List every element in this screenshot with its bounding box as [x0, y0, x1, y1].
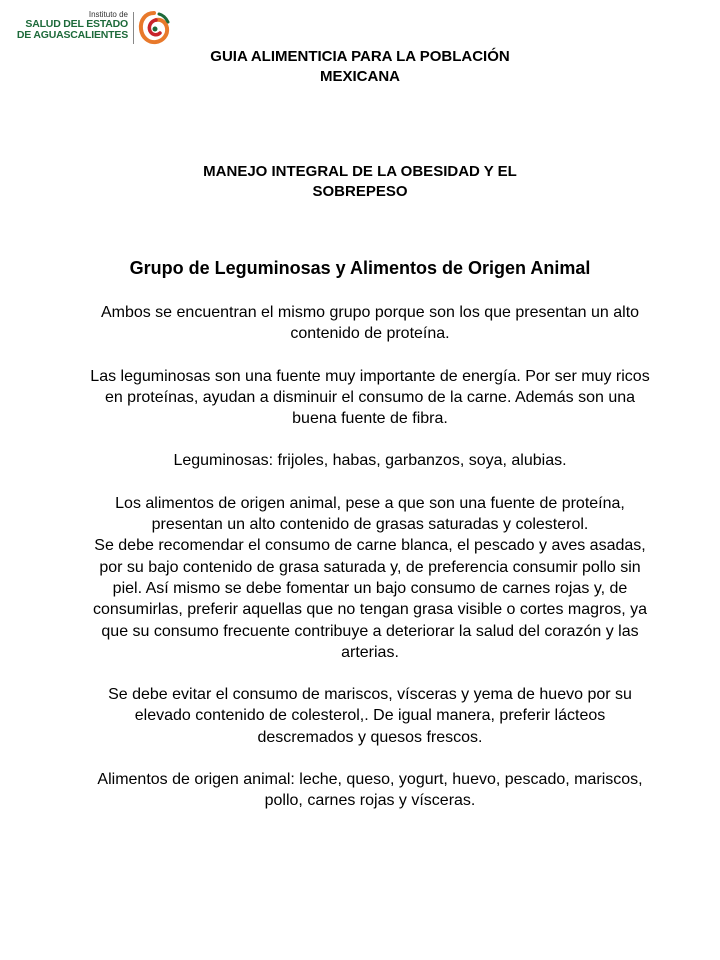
paragraph-meat-recommendation: Se debe recomendar el consumo de carne blanca, el pescado y aves asadas, por su bajo contenido de grasa saturada y, de preferencia consumir pollo sin piel. Así mismo se debe fomentar un bajo consumo de carnes rojas y, de consumirlas, preferir aquellas que no tengan grasa visible o cortes magros, ya que su consumo frecuente contribuye a deteriorar la salud del corazón y las arterias. — [92, 537, 648, 661]
paragraph-legumes-energy: Las leguminosas son una fuente muy importante de energía. Por ser muy ricos en proteínas, ayudan a disminuir el consumo de la carne. Además son una buena fuente de fibra. — [90, 367, 650, 428]
paragraph-avoid-cholesterol: Se debe evitar el consumo de mariscos, vísceras y yema de huevo por su elevado contenido de colesterol,. De igual manera, preferir lácteos descremados y quesos frescos. — [108, 686, 632, 746]
guide-subtitle — [0, 162, 720, 202]
section-body — [86, 302, 654, 812]
guide-subtitle-line-2: SOBREPESO — [312, 183, 408, 200]
paragraph-gap — [86, 429, 654, 450]
guide-title-line-2: MEXICANA — [319, 68, 400, 85]
paragraph-animal-fats: Los alimentos de origen animal, pese a que son una fuente de proteína, presentan un alto contenido de grasas saturadas y colesterol. — [115, 494, 625, 534]
logo-divider — [133, 12, 134, 44]
guide-subtitle-line-1: MANEJO INTEGRAL DE LA OBESIDAD Y EL — [203, 163, 517, 180]
institute-logo — [16, 10, 166, 46]
paragraph-gap — [86, 472, 654, 493]
paragraph-legumes-list: Leguminosas: frijoles, habas, garbanzos, soya, alubias. — [173, 452, 567, 470]
paragraph-gap — [86, 663, 654, 684]
paragraph-protein-intro: Ambos se encuentran el mismo grupo porque son los que presentan un alto contenido de proteína. — [100, 304, 640, 343]
swirl-emblem-icon — [137, 10, 171, 46]
logo-wordmark — [16, 10, 128, 41]
logo-line-2: DE AGUASCALIENTES — [16, 29, 128, 41]
paragraph-gap — [86, 345, 654, 366]
paragraph-animal-foods-list: Alimentos de origen animal: leche, queso, yogurt, huevo, pescado, mariscos, pollo, carnes rojas y vísceras. — [97, 771, 643, 810]
guide-title — [0, 47, 720, 87]
logo-line-small: Instituto de — [88, 10, 128, 19]
paragraph-gap — [86, 748, 654, 769]
logo-line-1: SALUD DEL ESTADO — [25, 18, 128, 30]
section-title: Grupo de Leguminosas y Alimentos de Origen Animal — [129, 258, 591, 278]
guide-title-line-1: GUIA ALIMENTICIA PARA LA POBLACIÓN — [210, 48, 510, 65]
